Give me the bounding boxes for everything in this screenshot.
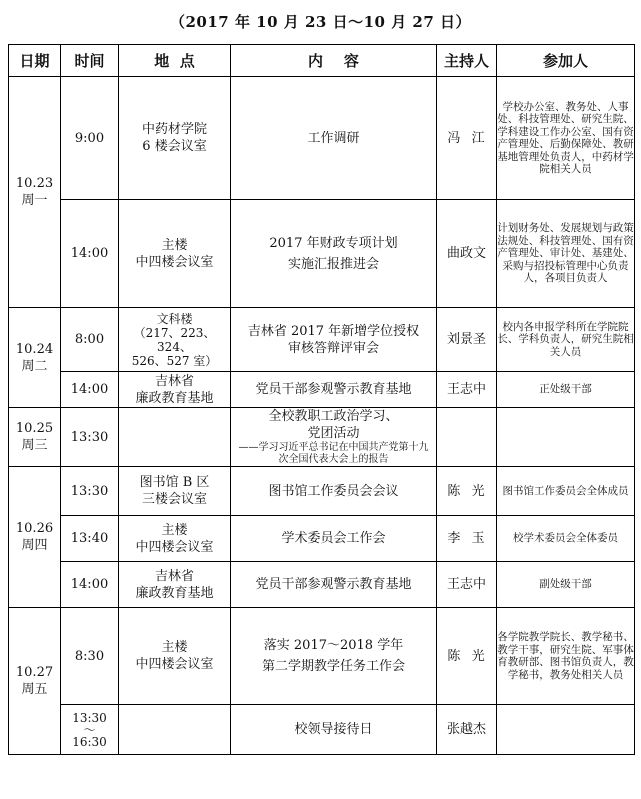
attendees-cell: 学校办公室、教务处、人事处、科技管理处、研究生院、学科建设工作办公室、国有资产管理处、后勤保障处、教研基地管理处负责人，中药材学院相关人员	[497, 77, 635, 200]
host-cell: 王志中	[437, 562, 497, 608]
content-cell: 吉林省 2017 年新增学位授权 审核答辩评审会	[231, 308, 437, 372]
place-cell: 主楼 中四楼会议室	[119, 200, 231, 308]
content-cell: 2017 年财政专项计划 实施汇报推进会	[231, 200, 437, 308]
attendees-cell: 正处级干部	[497, 372, 635, 408]
place-cell: 吉林省 廉政教育基地	[119, 372, 231, 408]
host-cell: 冯 江	[437, 77, 497, 200]
place-cell	[119, 408, 231, 467]
attendees-cell: 副处级干部	[497, 562, 635, 608]
date-cell: 10.24 周二	[9, 308, 61, 408]
content-cell: 党员干部参观警示教育基地	[231, 372, 437, 408]
content-cell: 学术委员会工作会	[231, 516, 437, 562]
host-cell: 李 玉	[437, 516, 497, 562]
host-cell: 刘景圣	[437, 308, 497, 372]
content-cell: 落实 2017～2018 学年 第二学期教学任务工作会	[231, 608, 437, 705]
date-cell: 10.23 周一	[9, 77, 61, 308]
table-row	[9, 467, 635, 516]
place-cell: 文科楼 （217、223、324、 526、527 室）	[119, 308, 231, 372]
header-place: 地 点	[119, 45, 231, 77]
time-cell: 13:30	[61, 408, 119, 467]
table-row	[9, 608, 635, 705]
host-cell: 曲政文	[437, 200, 497, 308]
attendees-cell: 各学院教学院长、教学秘书、教学干事，研究生院、军事体育教研部、图书馆负责人，教学秘书，教务处相关人员	[497, 608, 635, 705]
place-cell: 图书馆 B 区 三楼会议室	[119, 467, 231, 516]
attendees-cell: 校学术委员会全体委员	[497, 516, 635, 562]
host-cell: 王志中	[437, 372, 497, 408]
date-cell: 10.25 周三	[9, 408, 61, 467]
table-row	[9, 408, 635, 467]
time-cell: 8:00	[61, 308, 119, 372]
attendees-cell: 校内各申报学科所在学院院长、学科负责人，研究生院相关人员	[497, 308, 635, 372]
schedule-title: （2017 年 10 月 23 日～10 月 27 日）	[169, 13, 472, 31]
place-cell: 主楼 中四楼会议室	[119, 608, 231, 705]
header-host: 主持人	[437, 45, 497, 77]
header-time: 时间	[61, 45, 119, 77]
date-cell: 10.27 周五	[9, 608, 61, 755]
header-attendees: 参加人	[497, 45, 635, 77]
table-row	[9, 562, 635, 608]
table-row	[9, 77, 635, 200]
time-cell: 13:40	[61, 516, 119, 562]
content-cell: 党员干部参观警示教育基地	[231, 562, 437, 608]
content-sub: ——学习习近平总书记在中国共产党第十九次全国代表大会上的报告	[238, 442, 429, 465]
place-cell: 中药材学院 6 楼会议室	[119, 77, 231, 200]
weekly-schedule-table	[8, 44, 635, 755]
content-cell: 校领导接待日	[231, 705, 437, 755]
time-cell: 13:30	[61, 467, 119, 516]
header-row	[9, 45, 635, 77]
table-row	[9, 705, 635, 755]
table-row	[9, 516, 635, 562]
table-row	[9, 308, 635, 372]
time-cell: 14:00	[61, 562, 119, 608]
host-cell	[437, 408, 497, 467]
attendees-cell	[497, 408, 635, 467]
content-cell: 图书馆工作委员会会议	[231, 467, 437, 516]
attendees-cell: 计划财务处、发展规划与政策法规处、科技管理处、国有资产管理处、审计处、基建处、采购与招投标管理中心负责人，各项目负责人	[497, 200, 635, 308]
table-row	[9, 372, 635, 408]
host-cell: 陈 光	[437, 467, 497, 516]
table-row	[9, 200, 635, 308]
time-cell: 9:00	[61, 77, 119, 200]
time-cell: 14:00	[61, 200, 119, 308]
content-cell: 工作调研	[231, 77, 437, 200]
content-main: 全校教职工政治学习、 党团活动	[268, 409, 399, 441]
time-cell: 14:00	[61, 372, 119, 408]
place-cell: 主楼 中四楼会议室	[119, 516, 231, 562]
host-cell: 陈 光	[437, 608, 497, 705]
host-cell: 张越杰	[437, 705, 497, 755]
attendees-cell	[497, 705, 635, 755]
header-date: 日期	[9, 45, 61, 77]
place-cell: 吉林省 廉政教育基地	[119, 562, 231, 608]
attendees-cell: 图书馆工作委员会全体成员	[497, 467, 635, 516]
content-cell	[231, 408, 437, 467]
date-cell: 10.26 周四	[9, 467, 61, 608]
time-cell: 8:30	[61, 608, 119, 705]
place-cell	[119, 705, 231, 755]
header-content: 内 容	[231, 45, 437, 77]
time-cell: 13:30 ～ 16:30	[61, 705, 119, 755]
